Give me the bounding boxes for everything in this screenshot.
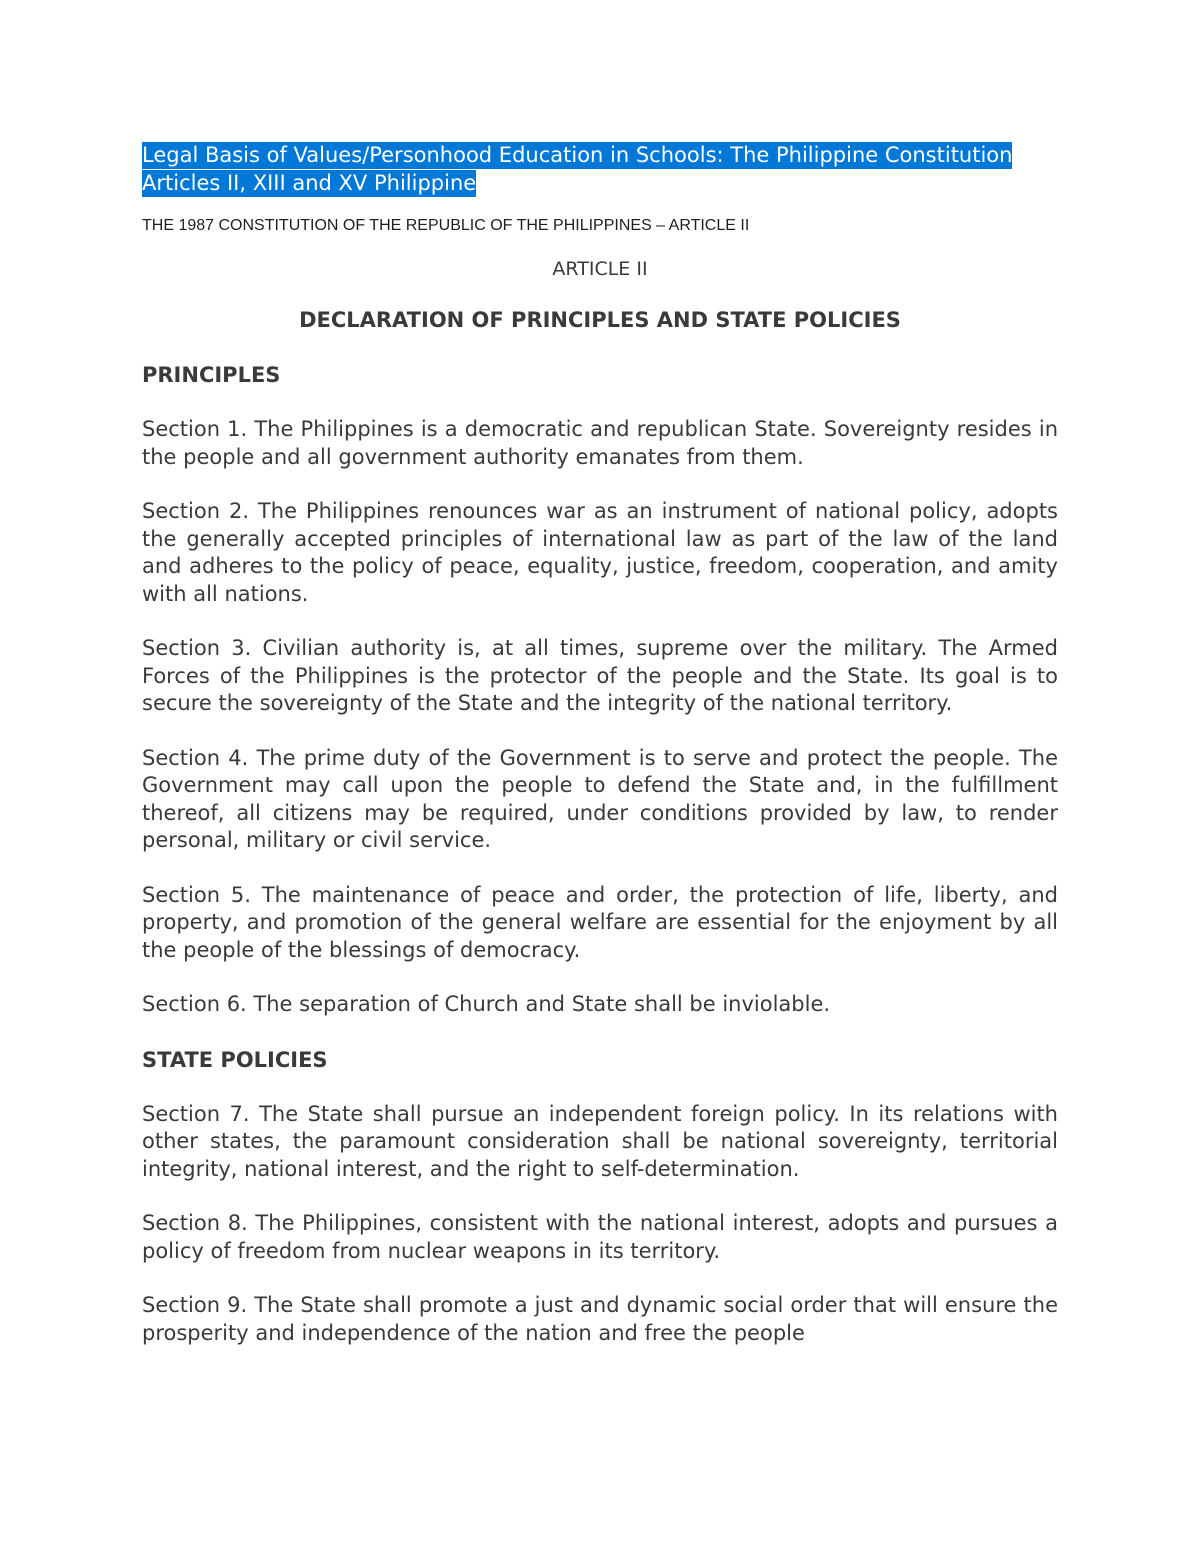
title-selection: Legal Basis of Values/Personhood Education in Schools: The Philippine Constitution Articles II, XIII and XV Philippine [142, 143, 1013, 195]
constitution-subtitle: THE 1987 CONSTITUTION OF THE REPUBLIC OF THE PHILIPPINES – ARTICLE II [142, 217, 750, 234]
article-label: ARTICLE II [552, 258, 648, 280]
section-2: Section 2. The Philippines renounces war as an instrument of national policy, adopts the generally accepted principles of international law as part of the law of the land and adheres to the policy of peace, equality, justice, freedom, cooperation, and amity with all nations. [142, 499, 1058, 606]
section-8: Section 8. The Philippines, consistent with the national interest, adopts and pursues a policy of freedom from nuclear weapons in its territory. [142, 1211, 1058, 1263]
section-3: Section 3. Civilian authority is, at all times, supreme over the military. The Armed Forces of the Philippines is the protector of the people and the State. Its goal is to secure the sovereignty of the State and the integrity of the national territory. [142, 636, 1058, 715]
section-5: Section 5. The maintenance of peace and order, the protection of life, liberty, and property, and promotion of the general welfare are essential for the enjoyment by all the people of the blessings of democracy. [142, 882, 1058, 962]
section-9: Section 9. The State shall promote a just and dynamic social order that will ensure the prosperity and independence of the nation and free the people [142, 1293, 1058, 1345]
highlighted-title[interactable] [142, 141, 1058, 197]
section-7: Section 7. The State shall pursue an independent foreign policy. In its relations with other states, the paramount consideration shall be national sovereignty, territorial integrity, national interest, and the right to self-determination. [142, 1101, 1058, 1181]
section-1: Section 1. The Philippines is a democratic and republican State. Sovereignty resides in the people and all government authority emanates from them. [142, 417, 1058, 469]
principles-heading: PRINCIPLES [142, 363, 281, 387]
section-6: Section 6. The separation of Church and State shall be inviolable. [142, 992, 831, 1016]
state-policies-heading: STATE POLICIES [142, 1047, 328, 1072]
document-body [142, 141, 1058, 1347]
article-heading: DECLARATION OF PRINCIPLES AND STATE POLICIES [299, 308, 901, 332]
section-4: Section 4. The prime duty of the Government is to serve and protect the people. The Government may call upon the people to defend the State and, in the fulfillment thereof, all citizens may be required, under conditions provided by law, to render personal, military or civil service. [142, 745, 1058, 852]
